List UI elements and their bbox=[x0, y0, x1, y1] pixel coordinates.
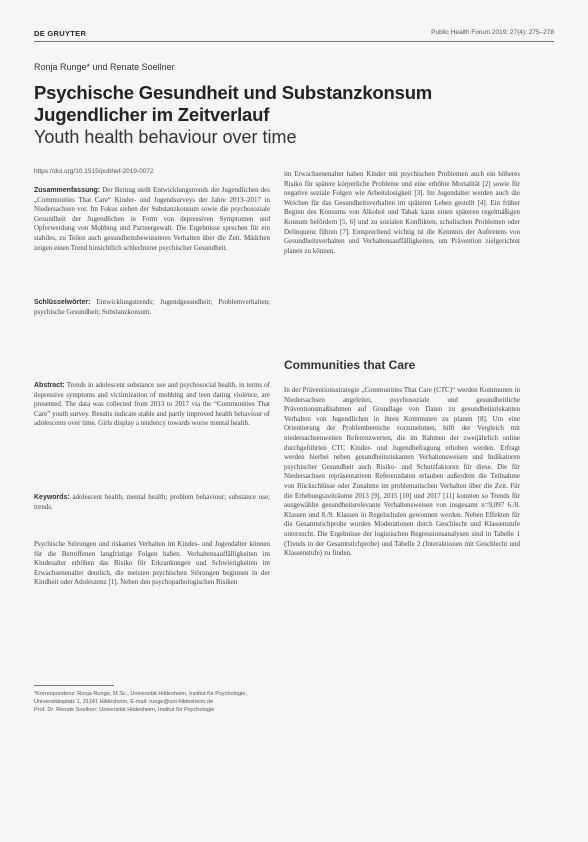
journal-citation: Public Health Forum 2019; 27(4): 275–278 bbox=[431, 29, 554, 36]
running-header bbox=[34, 29, 554, 41]
keywords-de-label: Schlüsselwörter: bbox=[34, 299, 91, 306]
abstract-text: Trends in adolescent substance use and psychosocial health, in terms of depressive symptoms and victimization of mobbing and teen dating violence, are presented. The data was collected from 2013 to 2017 via the “Communities That Care” youth survey. Results indicate stable and partly improved health behaviour of adolescents over time. Girls display a tendency towards worse mental health. bbox=[34, 381, 271, 428]
title-line-2: Jugendlicher im Zeitverlauf bbox=[34, 104, 270, 125]
abstract-label: Abstract: bbox=[34, 382, 65, 389]
footnote-corresponding: *Korrespondenz: Ronja Runge, M.Sc., Universität Hildesheim, Institut für Psychologie, Universitätsplatz 1, 31141 Hildesheim, E-mail: runge@uni-hildesheim.de bbox=[34, 691, 247, 705]
section-text: In der Präventionsstrategie „Communities That Care (CTC)“ werden Kommunen in Niedersachsen angeleitet, psychosoziale und gesundheitliche Präventionsmaßnahmen auf Grundlage von Daten zu gesundheitsriskanten Verhalten von Jugendlichen in ihren Kommunen zu planen [8]. Um eine Orientierung der Problembereiche vorzunehmen, hilft der Vergleich mit niedersachsenweiten Referenzwerten, die im Rahmen der zweijährlich online durchgeführten CTC Kinder- und Jugendbefragung erhoben werden. Erfragt werden hierbei neben gesundheitsriskanten Verhaltensweisen und Indikatoren psychischer Gesundheit auch Risiko- und Schutzfaktoren für diese. Die für Niedersachsen repräsentativen Referenzdaten erlauben außerdem die Teilnahme von Rückschlüsse oder Zunahme im problematischen Verhalten über die Zeit. Für die Erhebungszeiträume 2013 [9], 2015 [10] und 2017 [11] konnten so Trends für ausgewählte gesundheitsrelevante Verhaltensweisen von insgesamt n=9,097 6./8. Klassen und 8./9. Klassen in Regelschulen gewonnen werden. Neben Effekten für die Gesamtstichprobe wurden Moderationen durch Geschlecht und Klassenstufe untersucht. Die Ergebnisse der logistischen Regressionsanalysen sind in Tabelle 1 (Trends in der Gesamtstichprobe) und Tabelle 2 (Interaktionen mit Geschlecht und Klassenstufe) zu finden. bbox=[284, 386, 520, 558]
footnote-rule bbox=[34, 685, 114, 686]
section-heading: Communities that Care bbox=[284, 358, 416, 372]
publisher-name: DE GRUYTER bbox=[34, 29, 87, 38]
body-text-right: im Erwachsenenalter haben Kinder mit psychischen Problemen auch ein höheres Risiko für spätere körperliche Probleme und eine erhöhte Mortalität [2] sowie für negative soziale Folgen wie Arbeitslosigkeit [3]. Im Jugendalter werden auch die Weichen für das Gesundheitsverhalten im späteren Leben gestellt [4]. Ein früher Beginn des Konsums von Alkohol und Tabak kann einen späteren regelmäßigen Konsum befördern [5, 6] und zu sozialen Konflikten, schulischen Problemen oder Delinquenz führen [7]. Entsprechend wichtig ist die Kenntnis der Auftretens von Gesundheitsverhalten und Verhaltensauffälligkeiten, um Prävention zielgerichtet planen zu können. bbox=[284, 170, 520, 255]
keywords-de-block bbox=[34, 298, 270, 317]
body-paragraph-right bbox=[284, 170, 520, 256]
summary-label: Zusammenfassung: bbox=[34, 187, 101, 194]
section-body bbox=[284, 386, 520, 559]
keywords-en-label: Keywords: bbox=[34, 494, 70, 501]
article-title-german bbox=[34, 82, 534, 126]
summary-block bbox=[34, 186, 270, 253]
doi-link[interactable]: https://doi.org/10.1515/pubhef-2019-0072 bbox=[34, 168, 154, 175]
footnotes bbox=[34, 690, 270, 714]
keywords-en-block bbox=[34, 493, 270, 512]
abstract-block bbox=[34, 381, 270, 429]
header-rule bbox=[34, 41, 554, 42]
title-line-1: Psychische Gesundheit und Substanzkonsum bbox=[34, 82, 433, 103]
article-authors: Ronja Runge* und Renate Soellner bbox=[34, 62, 175, 72]
keywords-de-text: Entwicklungstrends; Jugendgesundheit; Problemverhalten; psychische Gesundheit; Substanzkonsum. bbox=[34, 298, 271, 316]
article-title-english: Youth health behaviour over time bbox=[34, 127, 297, 147]
summary-text: Der Beitrag stellt Entwicklungstrends der Jugendlichen des „Communities That Care“ Kinder- und Jugendsurveys der Jahre 2013–2017 in Niedersachsen vor. Im Fokus stehen der Substanzkonsum sowie die psychosoziale Gesundheit der Jugendlichen in Form von depressiven Symptomen und Opferwerdung von Mobbing und Partnergewalt. Die Ergebnisse sprechen für ein stabiles, zu Teilen auch gesundheitsbewussteres Verhalten über die Zeit. Mädchen zeigen einen Trend hinsichtlich schlechterer psychischer Gesundheit. bbox=[34, 186, 271, 252]
body-paragraph-left bbox=[34, 540, 270, 588]
body-text-left: Psychische Störungen und riskantes Verhalten im Kindes- und Jugendalter können für die Betroffenen langfristige Folgen haben. Verhaltensauffälligkeiten im Kindesalter erhöhen das Risiko für Erkrankungen und Schwierigkeiten im Erwachsenenalter deutlich, die meisten psychischen Störungen beginnen in der Kindheit oder Adoleszenz [1]. Neben den psychopathologischen Risiken bbox=[34, 540, 270, 587]
footnote-coauthor: Prof. Dr. Renate Soellner: Universität Hildesheim, Institut für Psychologie bbox=[34, 707, 215, 713]
keywords-en-text: adolescent health; mental health; problem behaviour; substance use; trends. bbox=[34, 493, 270, 511]
